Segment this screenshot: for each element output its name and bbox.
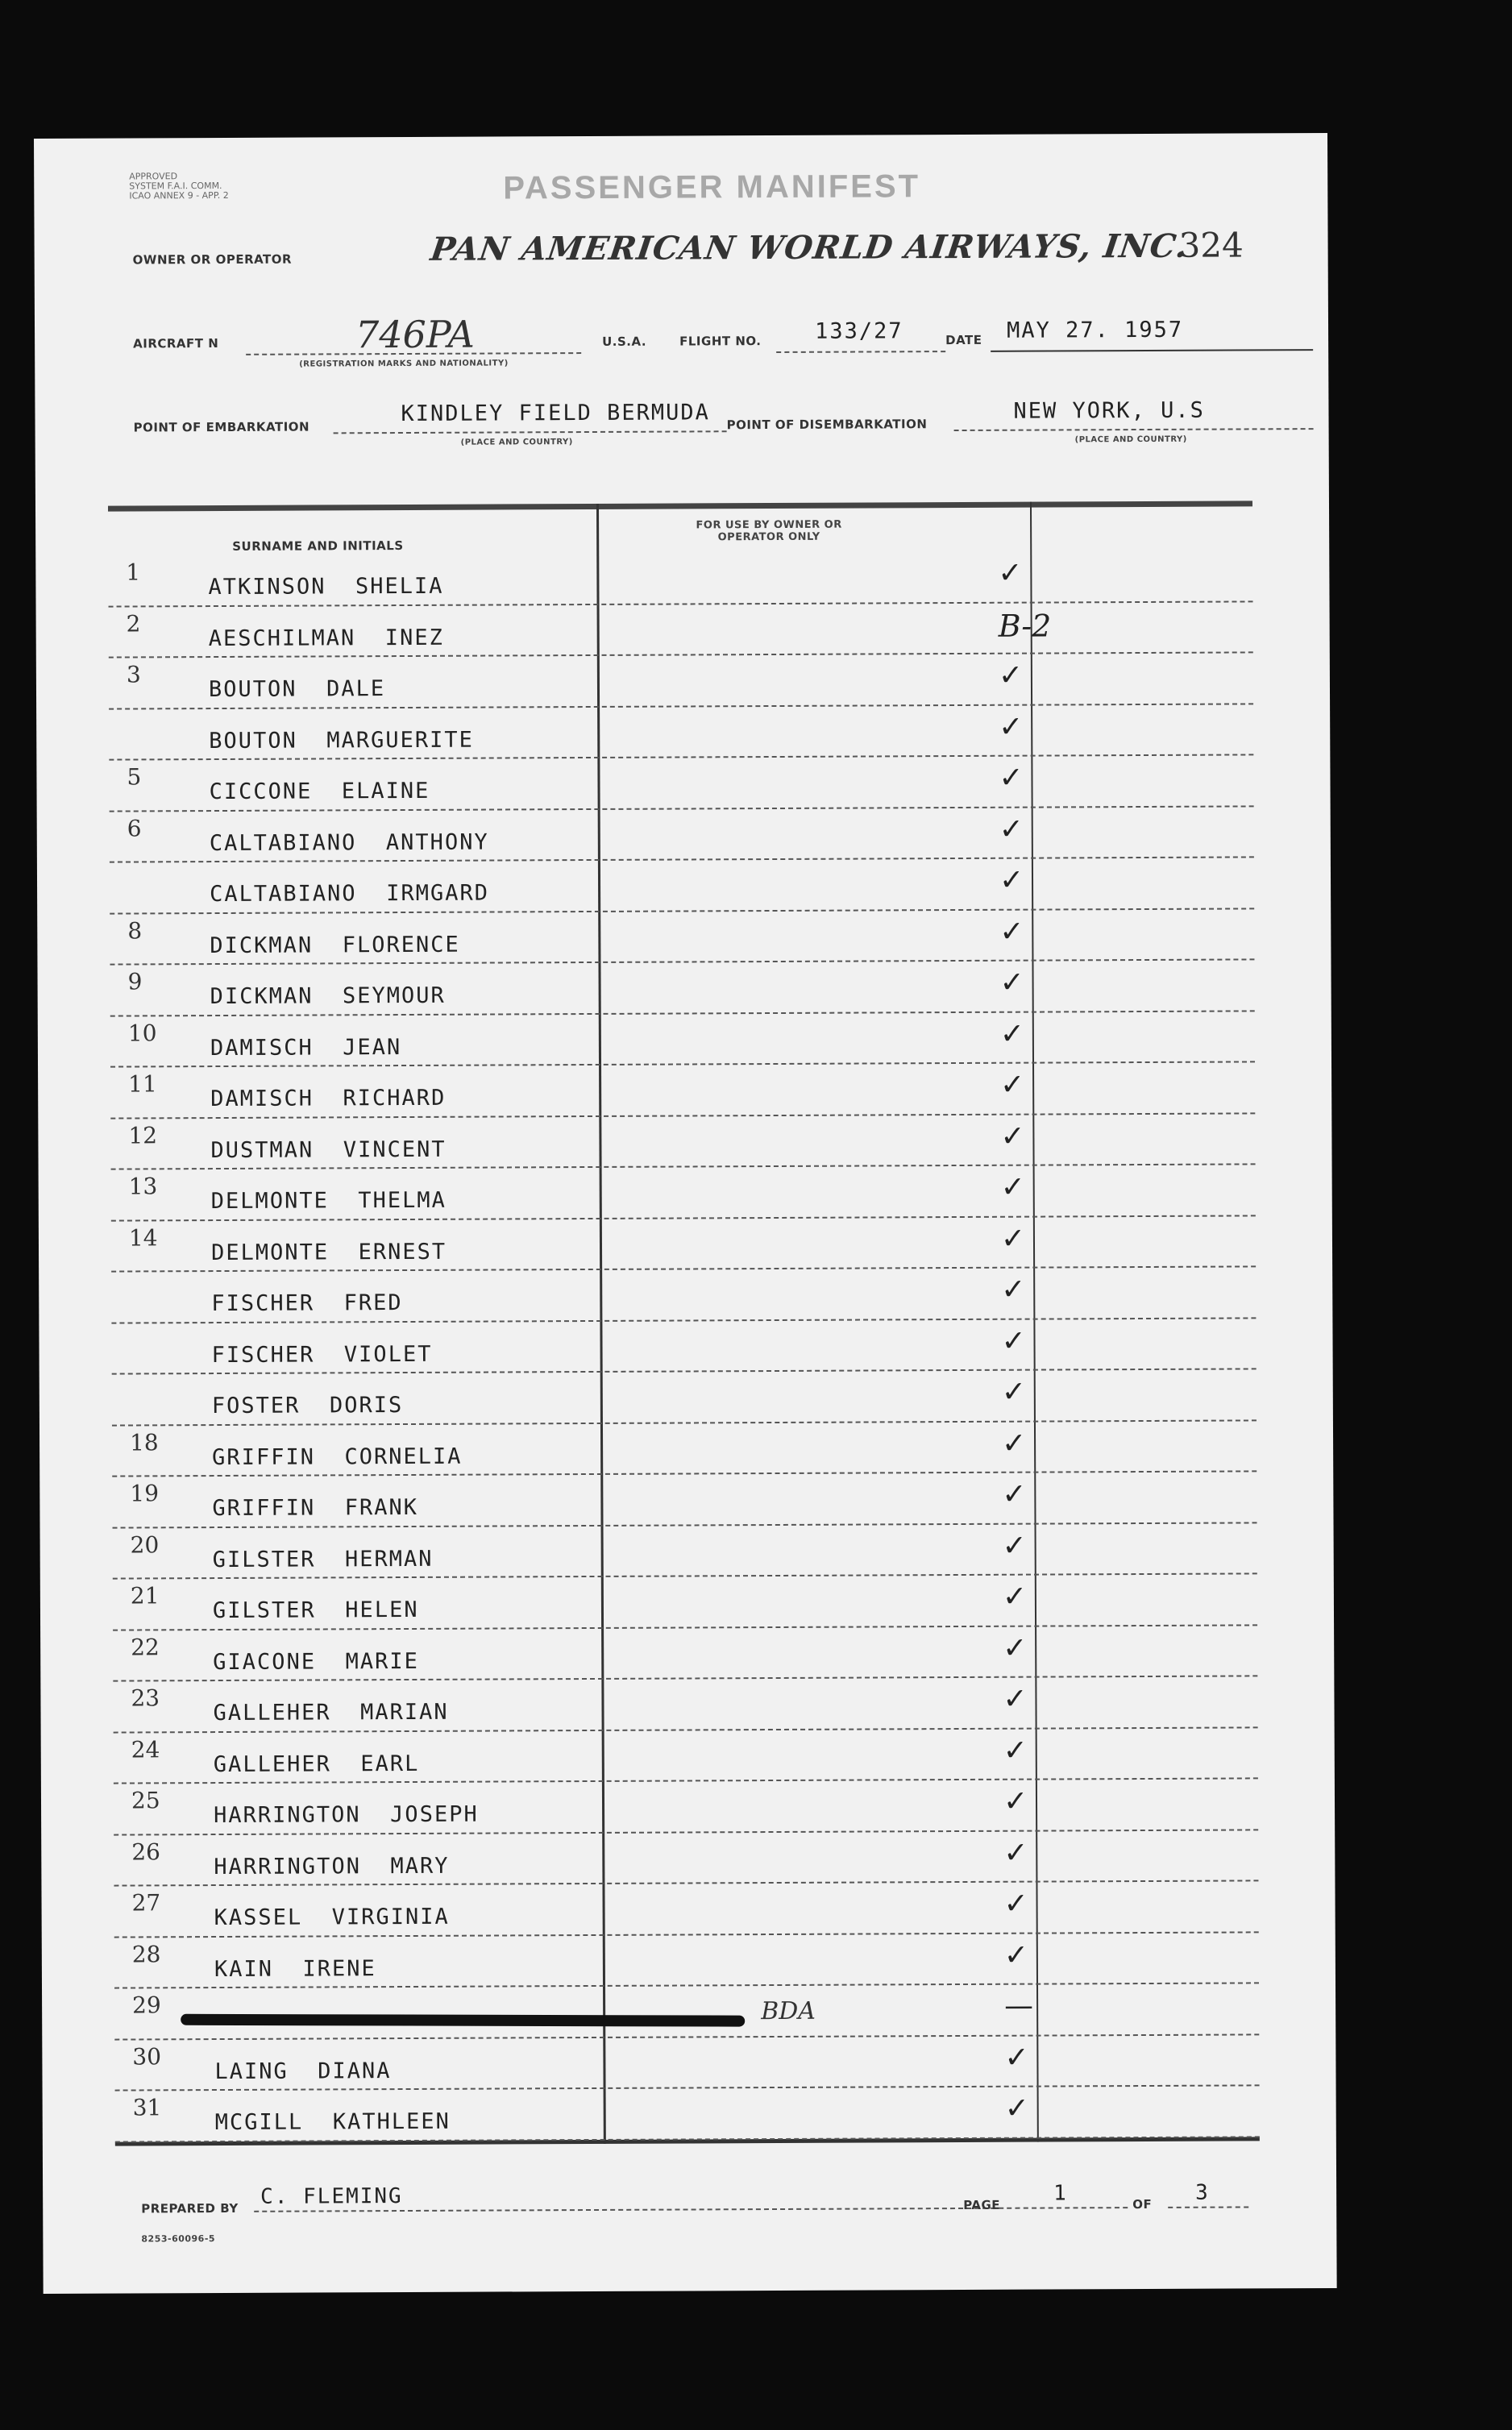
table-row <box>115 2086 1260 2142</box>
of-value: 3 <box>1195 2180 1210 2205</box>
column-header-surname: SURNAME AND INITIALS <box>232 538 404 554</box>
row-number: 9 <box>127 968 143 995</box>
table-row <box>113 1523 1257 1580</box>
row-number: 22 <box>131 1633 160 1660</box>
passenger-name: DELMONTE THELMA <box>210 1187 447 1215</box>
check-mark-icon: ✓ <box>999 915 1024 949</box>
row-number: 31 <box>132 2094 162 2121</box>
passenger-name: CALTABIANO IRMGARD <box>210 880 490 908</box>
handwritten-page-number: 324 <box>1178 225 1244 265</box>
row-number: 19 <box>130 1480 160 1507</box>
row-number: 24 <box>131 1735 160 1763</box>
check-mark-icon: ✓ <box>1003 1784 1028 1818</box>
table-row <box>112 1369 1257 1426</box>
passenger-name: CICCONE ELAINE <box>209 778 430 805</box>
table-row <box>109 602 1253 658</box>
passenger-name: LAING DIANA <box>214 2058 392 2084</box>
check-mark-icon: ✓ <box>1004 2091 1029 2125</box>
passenger-name: GILSTER HELEN <box>212 1597 419 1624</box>
row-number: 23 <box>131 1684 160 1712</box>
page-label: PAGE <box>963 2197 1001 2212</box>
row-number: 12 <box>128 1121 158 1149</box>
embarkation-value: KINDLEY FIELD BERMUDA <box>401 400 710 427</box>
passenger-name: BOUTON MARGUERITE <box>209 727 474 754</box>
table-row <box>113 1676 1257 1733</box>
passenger-name: AESCHILMAN INEZ <box>208 625 444 651</box>
handwritten-mark: B-2 <box>998 607 1052 644</box>
manifest-sheet <box>34 133 1337 2294</box>
row-number: 21 <box>130 1582 160 1610</box>
row-number: 1 <box>126 559 141 586</box>
passenger-name: GALLEHER EARL <box>213 1751 420 1777</box>
row-number: 18 <box>129 1428 159 1456</box>
disembarkation-label: POINT OF DISEMBARKATION <box>726 417 928 433</box>
table-row <box>114 1728 1258 1784</box>
row-number: 29 <box>132 1992 161 2019</box>
table-row <box>110 960 1254 1016</box>
check-mark-icon: ✓ <box>1001 1427 1027 1460</box>
check-mark-icon: ✓ <box>1000 1068 1025 1102</box>
row-number: 26 <box>131 1838 160 1865</box>
owner-label: OWNER OR OPERATOR <box>132 251 293 268</box>
usa-label: U.S.A. <box>602 334 647 349</box>
handwritten-note: BDA <box>761 1996 816 2026</box>
stamp-line: ICAO ANNEX 9 - APP. 2 <box>129 189 229 201</box>
check-mark-icon: ✓ <box>1002 1477 1027 1511</box>
check-mark-icon: ✓ <box>1001 1375 1027 1409</box>
page-value: 1 <box>1053 2181 1068 2206</box>
check-mark-icon: ✓ <box>1002 1529 1027 1563</box>
passenger-name: FISCHER FRED <box>211 1290 403 1317</box>
check-mark-icon: ✓ <box>1003 1734 1028 1767</box>
check-mark-icon: ✓ <box>1000 1119 1025 1153</box>
table-row <box>110 858 1254 914</box>
passenger-table <box>108 501 1260 2166</box>
check-mark-icon: ✓ <box>998 658 1024 692</box>
check-mark-icon: ✓ <box>1001 1273 1026 1306</box>
date-value: MAY 27. 1957 <box>1006 317 1184 343</box>
row-number: 11 <box>128 1070 157 1098</box>
row-number: 5 <box>127 763 142 791</box>
prepared-by-value: C. FLEMING <box>260 2184 403 2209</box>
row-number: 2 <box>126 609 141 638</box>
check-mark-icon: ✓ <box>1002 1580 1028 1614</box>
table-row <box>114 1779 1258 1835</box>
check-mark-icon: ✓ <box>999 761 1024 795</box>
disembarkation-value: NEW YORK, U.S <box>1013 397 1205 424</box>
passenger-name: DICKMAN SEYMOUR <box>210 982 446 1010</box>
check-mark-icon: ✓ <box>1003 1836 1028 1870</box>
approval-stamp <box>129 172 229 201</box>
table-row <box>108 550 1252 607</box>
handwritten-mark: — <box>1004 1989 1034 2023</box>
table-row <box>111 1216 1256 1273</box>
stamp-line: SYSTEM F.A.I. COMM. <box>129 180 222 192</box>
row-number: 25 <box>131 1787 160 1814</box>
passenger-name: GILSTER HERMAN <box>212 1546 434 1572</box>
table-row <box>114 2035 1259 2091</box>
column-header-owner-use: FOR USE BY OWNER OR OPERATOR ONLY <box>696 518 842 544</box>
disembarkation-caption: (PLACE AND COUNTRY) <box>1074 434 1187 445</box>
row-number: 6 <box>127 814 142 842</box>
aircraft-label: AIRCRAFT N <box>133 336 219 351</box>
check-mark-icon: ✓ <box>1001 1324 1026 1358</box>
passenger-name: DUSTMAN VINCENT <box>210 1136 447 1163</box>
stamp-line: APPROVED <box>129 171 178 182</box>
passenger-name: MCGILL KATHLEEN <box>214 2108 451 2136</box>
passenger-name: GALLEHER MARIAN <box>213 1699 449 1726</box>
row-number: 27 <box>131 1889 161 1917</box>
check-mark-icon: ✓ <box>999 812 1024 846</box>
strike-through-mark <box>181 2014 745 2027</box>
passenger-name: GRIFFIN FRANK <box>212 1494 419 1522</box>
embarkation-caption: (PLACE AND COUNTRY) <box>460 438 573 447</box>
passenger-name: KAIN IRENE <box>214 1955 376 1982</box>
table-row <box>112 1421 1257 1477</box>
check-mark-icon: ✓ <box>1003 1631 1028 1665</box>
passenger-name: KASSEL VIRGINIA <box>214 1904 450 1931</box>
row-number: 14 <box>128 1223 158 1251</box>
passenger-name: GIACONE MARIE <box>213 1648 419 1675</box>
passenger-name: HARRINGTON JOSEPH <box>214 1801 479 1829</box>
table-row <box>113 1626 1257 1682</box>
row-number: 13 <box>128 1173 158 1200</box>
row-number: 8 <box>127 916 143 945</box>
check-mark-icon: ✓ <box>1003 1682 1028 1716</box>
prepared-by-label: PREPARED BY <box>141 2200 239 2216</box>
passenger-name: FOSTER DORIS <box>211 1393 404 1419</box>
check-mark-icon: ✓ <box>1004 2041 1029 2075</box>
check-mark-icon: ✓ <box>998 556 1023 590</box>
passenger-name: ATKINSON SHELIA <box>208 573 444 600</box>
table-row <box>111 1267 1256 1323</box>
check-mark-icon: ✓ <box>1003 1938 1029 1972</box>
passenger-name: GRIFFIN CORNELIA <box>212 1443 463 1470</box>
company-name: PAN AMERICAN WORLD AIRWAYS, INC. <box>428 226 1191 268</box>
table-row <box>111 1165 1256 1221</box>
table-row <box>114 1830 1258 1887</box>
row-number: 3 <box>126 661 141 688</box>
aircraft-value: 746PA <box>355 312 475 357</box>
passenger-name: DAMISCH JEAN <box>210 1034 402 1061</box>
date-label: DATE <box>945 332 982 348</box>
passenger-name: DELMONTE ERNEST <box>210 1239 447 1265</box>
aircraft-caption: (REGISTRATION MARKS AND NATIONALITY) <box>299 359 509 369</box>
check-mark-icon: ✓ <box>1000 1170 1025 1204</box>
passenger-name: DICKMAN FLORENCE <box>210 932 460 958</box>
form-number: 8253-60096-5 <box>141 2233 216 2245</box>
table-row <box>111 1319 1256 1375</box>
passenger-name: DAMISCH RICHARD <box>210 1085 447 1112</box>
embarkation-label: POINT OF EMBARKATION <box>133 419 310 435</box>
table-row <box>110 1114 1255 1170</box>
row-number: 20 <box>130 1531 160 1558</box>
table-row <box>113 1574 1257 1630</box>
check-mark-icon: ✓ <box>999 863 1024 897</box>
check-mark-icon: ✓ <box>999 1017 1025 1051</box>
row-number: 10 <box>127 1019 157 1047</box>
table-row <box>112 1472 1257 1528</box>
check-mark-icon: ✓ <box>1003 1887 1028 1921</box>
table-row <box>114 1983 1259 2040</box>
table-row <box>109 755 1253 812</box>
table-row <box>110 807 1254 863</box>
check-mark-icon: ✓ <box>999 966 1024 999</box>
flight-label: FLIGHT NO. <box>679 334 762 349</box>
flight-value: 133/27 <box>814 318 903 344</box>
check-mark-icon: ✓ <box>1000 1222 1026 1256</box>
passenger-name: FISCHER VIOLET <box>211 1341 433 1368</box>
of-label: OF <box>1132 2196 1153 2212</box>
table-row <box>114 1933 1259 1989</box>
table-row <box>109 704 1253 761</box>
passenger-name: HARRINGTON MARY <box>214 1853 450 1880</box>
table-row <box>110 1062 1255 1119</box>
row-number: 30 <box>132 2042 162 2070</box>
table-row <box>109 653 1253 709</box>
form-title: PASSENGER MANIFEST <box>503 168 921 206</box>
table-row <box>110 1011 1255 1068</box>
passenger-name: CALTABIANO ANTHONY <box>209 829 489 856</box>
passenger-name: BOUTON DALE <box>208 676 386 703</box>
table-row <box>114 1881 1258 1938</box>
table-row <box>110 909 1254 966</box>
check-mark-icon: ✓ <box>999 710 1024 744</box>
row-number: 28 <box>131 1940 161 1967</box>
